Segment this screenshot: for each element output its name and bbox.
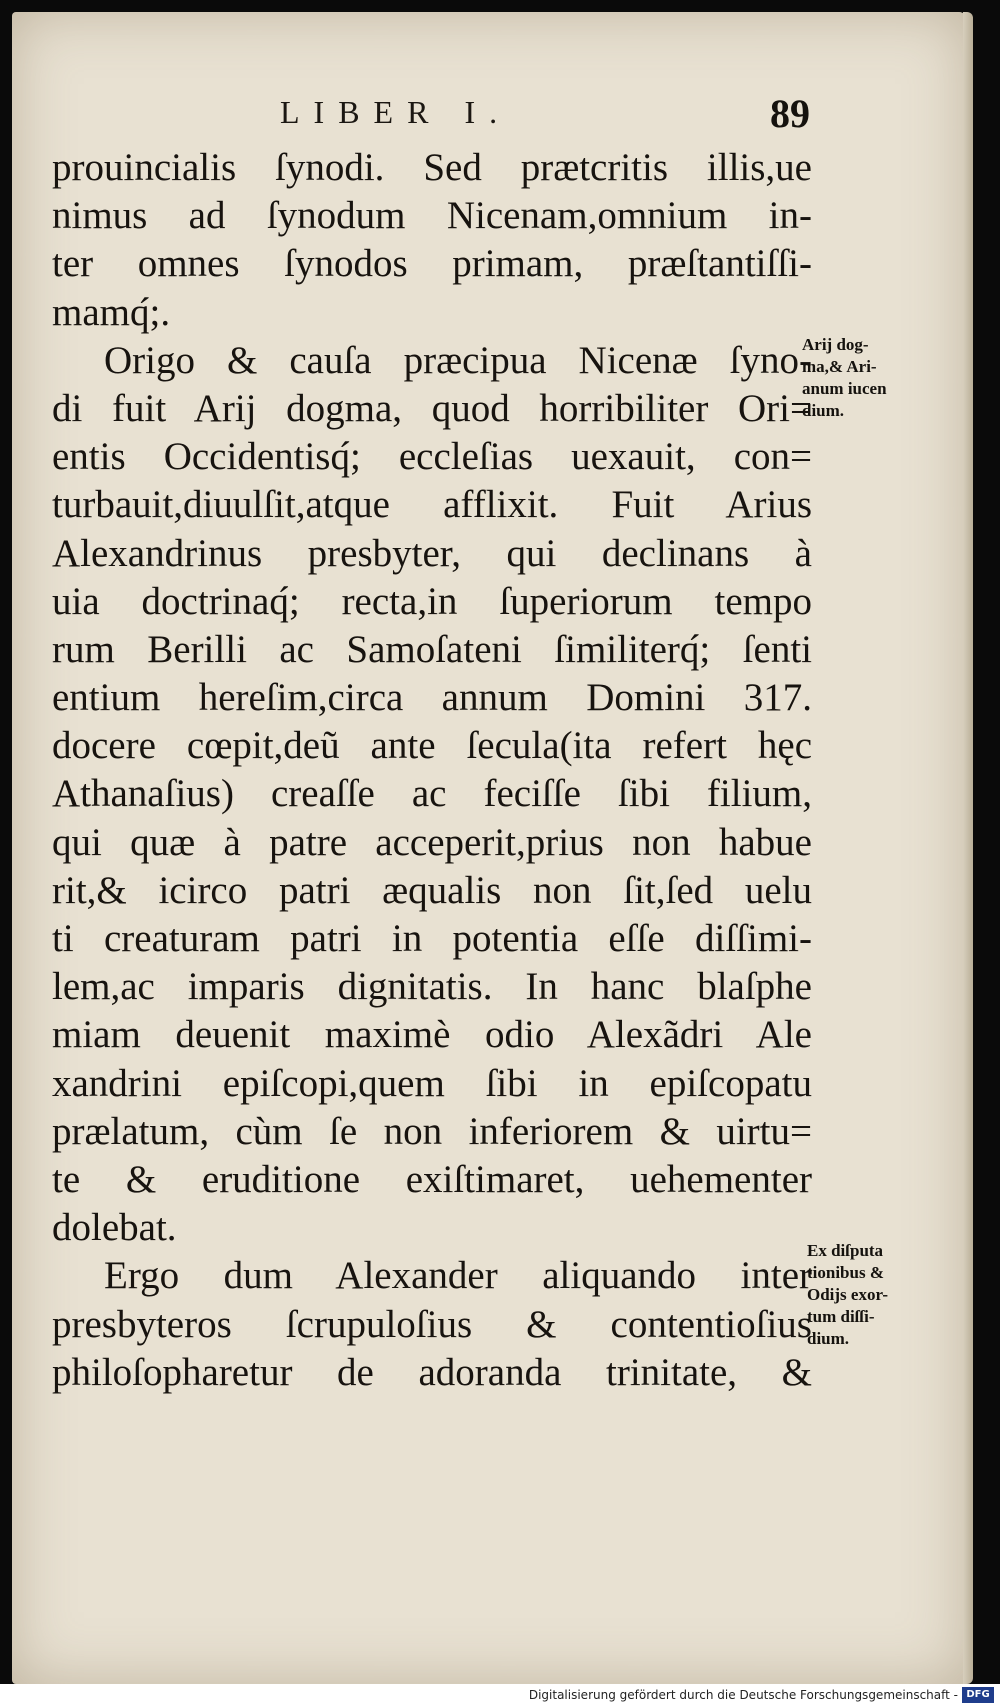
- running-head: [12, 91, 967, 136]
- margin-note-arius: [802, 334, 887, 422]
- dfg-logo: DFG: [962, 1687, 994, 1703]
- margin-note-line: anum iucen: [802, 379, 887, 398]
- text-line: Ergo dum Alexander aliquando inter: [104, 1254, 812, 1298]
- text-line: rum Berilli ac Samoſateni ſimiliterq́; ſenti: [52, 627, 812, 671]
- text-line: lem,ac imparis dignitatis. In hanc blaſphe: [52, 965, 812, 1009]
- footer-credit: Digitalisierung gefördert durch die Deutsche Forschungsgemeinschaft -: [528, 1688, 958, 1702]
- text-line: prælatum, cùm ſe non inferiorem & uirtu=: [52, 1109, 812, 1153]
- margin-note-line: ma,& Ari-: [802, 357, 877, 376]
- text-line: prouincialis ſynodi. Sed prætcritis illis,ue: [52, 146, 812, 189]
- margin-note-line: tum diſſi-: [807, 1307, 875, 1326]
- margin-note-line: tionibus &: [807, 1263, 884, 1282]
- digitization-footer: [0, 1684, 1000, 1708]
- text-line: rit,& icirco patri æqualis non ſit,ſed uelu: [52, 868, 812, 912]
- text-line: entium hereſim,circa annum Domini 317.: [52, 676, 812, 720]
- margin-note-disputations: [807, 1240, 888, 1350]
- margin-note-line: Odijs exor-: [807, 1285, 889, 1304]
- text-line: mamq́;.: [52, 290, 171, 334]
- text-line: Origo & cauſa præcipua Nicenæ ſyno-: [104, 338, 812, 382]
- text-line: philoſopharetur de adoranda trinitate, &: [52, 1350, 812, 1394]
- text-line: presbyteros ſcrupuloſius & contentioſius: [52, 1302, 812, 1346]
- text-line: Alexandrinus presbyter, qui declinans à: [52, 531, 812, 575]
- text-line: ter omnes ſynodos primam, præſtantiſſi-: [52, 242, 812, 286]
- text-line: turbauit,diuulſit,atque afflixit. Fuit Arius: [52, 483, 812, 527]
- text-line: qui quæ à patre acceperit,prius non habue: [52, 820, 812, 864]
- text-line: nimus ad ſynodum Nicenam,omnium in-: [52, 194, 812, 238]
- page-edge: [963, 12, 973, 1684]
- text-line: dolebat.: [52, 1206, 177, 1250]
- text-line: uia doctrinaq́; recta,in ſuperiorum tempo: [52, 579, 812, 623]
- book-page: [12, 12, 967, 1684]
- text-line: miam deuenit maximè odio Alexãdri Ale: [52, 1013, 812, 1057]
- text-line: xandrini epiſcopi,quem ſibi in epiſcopatu: [52, 1061, 812, 1105]
- page-number: 89: [770, 91, 810, 136]
- text-line: docere cœpit,deũ ante ſecula(ita refert hęc: [52, 724, 812, 768]
- margin-note-line: Arij dog-: [802, 335, 869, 354]
- main-text-block: [52, 144, 812, 1397]
- text-line: entis Occidentisq́; eccleſias uexauit, con=: [52, 435, 812, 479]
- margin-note-line: dium.: [807, 1329, 850, 1348]
- margin-note-line: Ex diſputa: [807, 1241, 884, 1260]
- text-line: ti creaturam patri in potentia eſſe diſſimi-: [52, 917, 812, 960]
- text-line: Athanaſius) creaſſe ac feciſſe ſibi filium,: [52, 772, 812, 816]
- margin-note-line: dium.: [802, 401, 845, 420]
- text-line: te & eruditione exiſtimaret, uehementer: [52, 1157, 812, 1201]
- text-line: di fuit Arij dogma, quod horribiliter Ori=: [52, 386, 812, 430]
- running-head-title: LIBER I.: [280, 94, 512, 130]
